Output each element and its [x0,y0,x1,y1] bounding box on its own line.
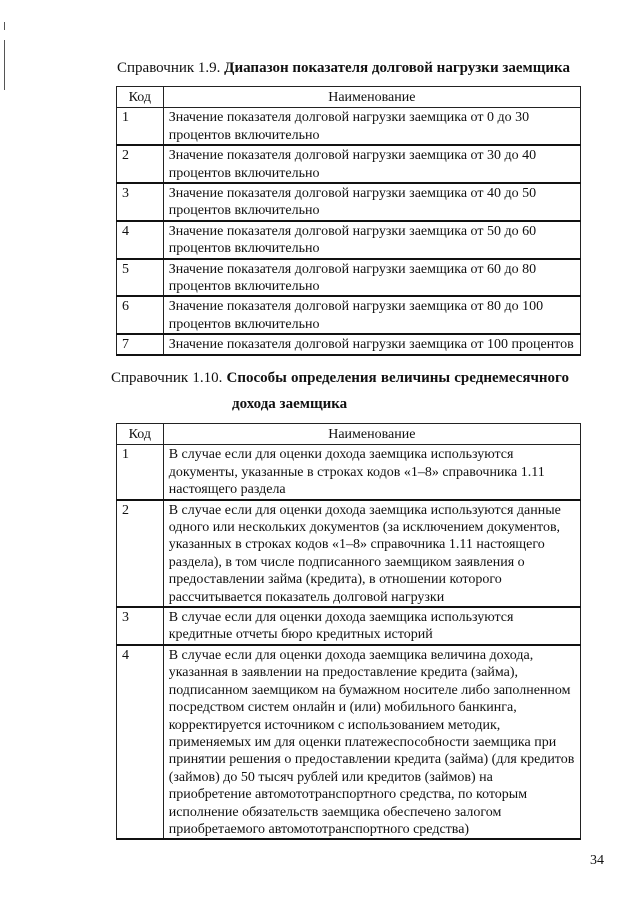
row-name: Значение показателя долговой нагрузки заемщика от 0 до 30 процентов включительно [163,108,580,145]
table-row [117,607,581,645]
caption-prefix: Справочник 1.9. [117,60,225,76]
table-row [117,334,581,354]
header-name: Наименование [163,87,580,108]
table-row [117,296,581,334]
table-row [117,221,581,259]
row-code: 1 [117,108,164,145]
table-1-10 [116,423,581,840]
row-code: 3 [117,183,164,221]
table-row [117,259,581,297]
table-row [117,445,581,500]
row-code: 5 [117,259,164,297]
row-name: В случае если для оценки дохода заемщика используются документы, указанные в строках кодов «1–8» справочника 1.11 настоящего раздела [163,445,580,500]
row-name: Значение показателя долговой нагрузки заемщика от 30 до 40 процентов включительно [163,145,580,183]
row-code: 2 [117,500,164,607]
row-code: 4 [117,221,164,259]
table-row [117,500,581,607]
row-code: 7 [117,334,164,354]
header-code: Код [117,424,164,445]
table-1-9 [116,86,581,356]
row-name: Значение показателя долговой нагрузки заемщика от 80 до 100 процентов включительно [163,296,580,334]
row-code: 1 [117,445,164,500]
table-row [117,183,581,221]
table-row [117,645,581,839]
table-header-row [117,87,581,108]
caption-title-line-2: дохода заемщика [232,396,348,412]
row-name: Значение показателя долговой нагрузки заемщика от 100 процентов [163,334,580,354]
row-code: 2 [117,145,164,183]
caption-prefix: Справочник 1.10. [111,370,227,386]
row-name: В случае если для оценки дохода заемщика используются кредитные отчеты бюро кредитных историй [163,607,580,645]
row-name: Значение показателя долговой нагрузки заемщика от 40 до 50 процентов включительно [163,183,580,221]
page-number: 34 [590,853,604,868]
table-1-10-caption [111,369,569,387]
row-code: 3 [117,607,164,645]
row-code: 4 [117,645,164,839]
row-name: Значение показателя долговой нагрузки заемщика от 60 до 80 процентов включительно [163,259,580,297]
scan-margin-mark [4,40,5,90]
header-name: Наименование [163,424,580,445]
table-row [117,108,581,145]
row-name: Значение показателя долговой нагрузки заемщика от 50 до 60 процентов включительно [163,221,580,259]
table-1-9-caption [117,59,570,77]
header-code: Код [117,87,164,108]
table-header-row [117,424,581,445]
table-row [117,145,581,183]
caption-title-line-1: Способы определения величины среднемесячного [226,370,569,386]
row-name: В случае если для оценки дохода заемщика величина дохода, указанная в заявлении на предоставление кредита (займа), подписанном заемщиком на бумажном носителе либо заполненном посредством систем онлайн и (или) мобильного банкинга, корректируется источником с использованием методик, применяемых им для оценки платежеспособности заемщика при принятии решения о предоставлении кредита (займа) (для кредитов (займов) до 50 тысяч рублей или кредитов (займов) на приобретение автомототранспортного средства, по которым исполнение обязательств заемщика обеспечено залогом приобретаемого автомототранспортного средства) [163,645,580,839]
row-name: В случае если для оценки дохода заемщика используются данные одного или нескольких документов (за исключением документов, указанных в строках кодов «1–8» справочника 1.11 настоящего раздела), в том числе подписанного заемщиком заявления о предоставлении займа (кредита), в отношении которого рассчитывается показатель долговой нагрузки [163,500,580,607]
caption-title: Диапазон показателя долговой нагрузки заемщика [224,60,570,76]
row-code: 6 [117,296,164,334]
scan-margin-mark [4,22,5,30]
